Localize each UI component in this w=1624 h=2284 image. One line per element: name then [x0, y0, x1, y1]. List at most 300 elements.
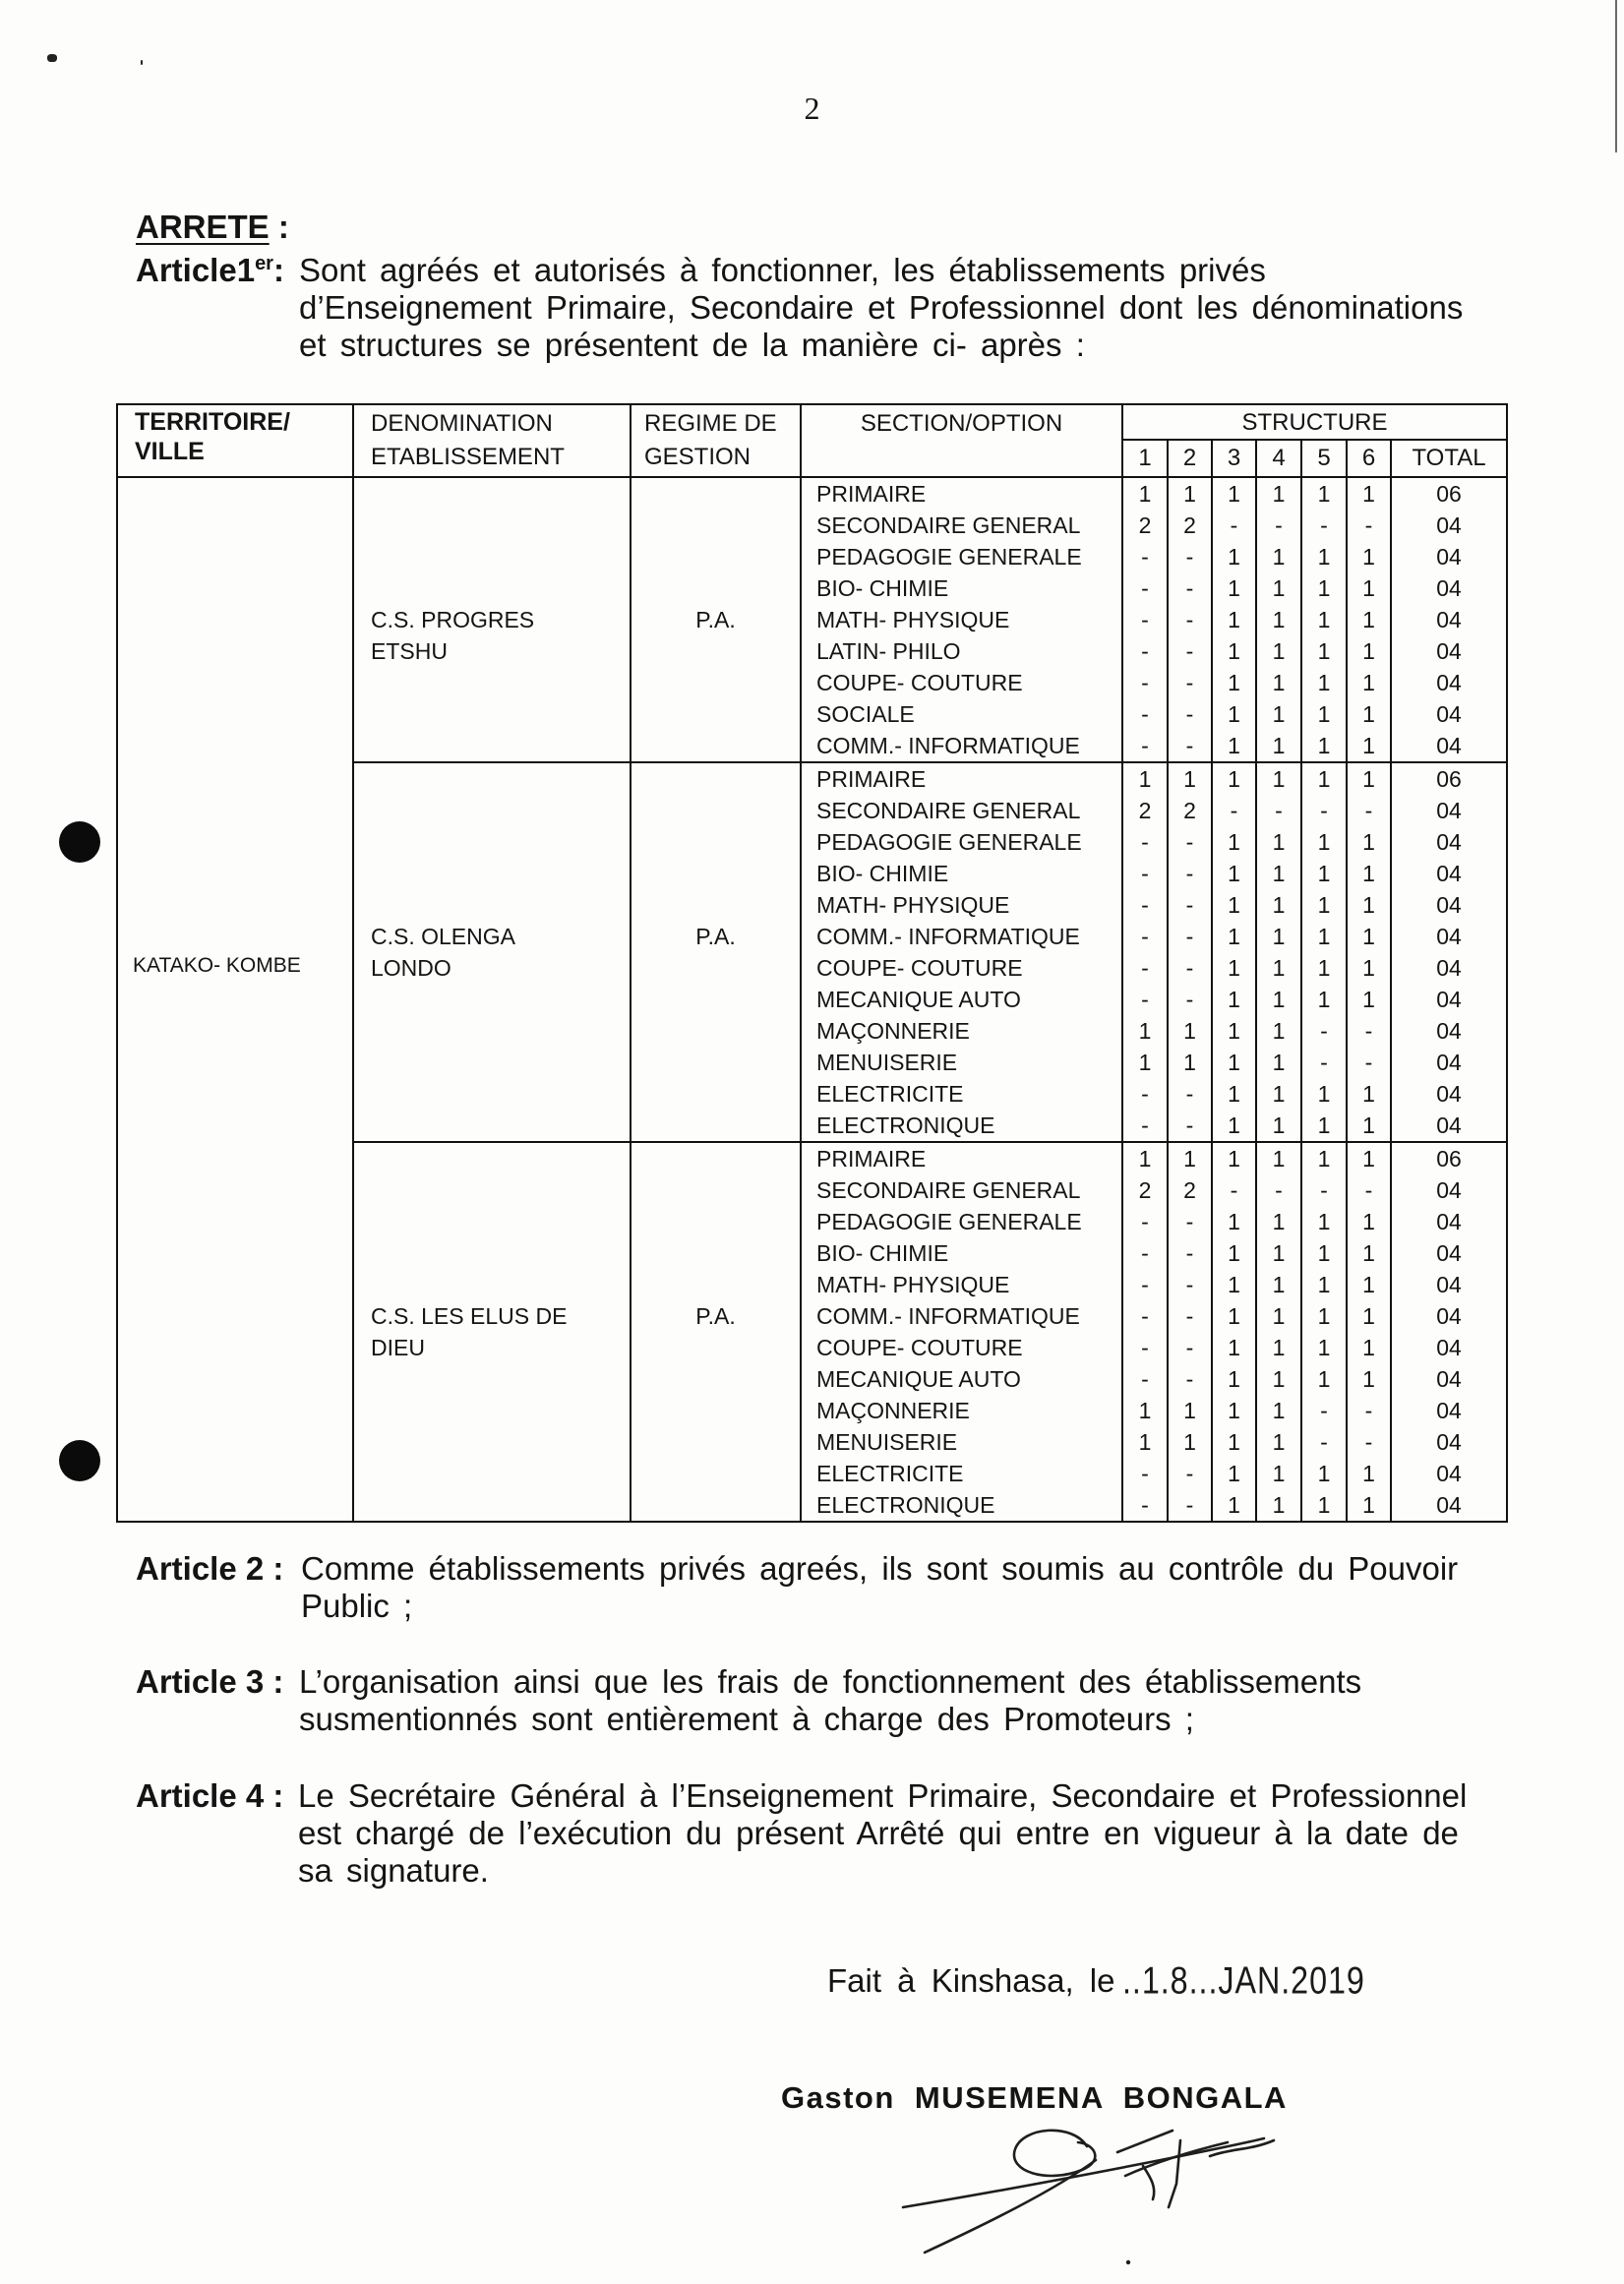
article-3-label: Article 3 : [136, 1663, 284, 1700]
structure-class-3-cell: 1 [1212, 1269, 1256, 1300]
total-cell: 04 [1391, 510, 1507, 541]
structure-class-4-cell: 1 [1256, 1489, 1301, 1522]
structure-class-5-cell: - [1301, 1174, 1347, 1206]
school-name-line: C.S. OLENGA [371, 924, 515, 949]
structure-class-3-cell: 1 [1212, 635, 1256, 667]
structure-class-5-cell: 1 [1301, 858, 1347, 889]
article-2-label: Article 2 : [136, 1550, 284, 1587]
article-1-label-text: Article1 [136, 252, 256, 288]
structure-class-5-cell: - [1301, 510, 1347, 541]
structure-class-3-cell: 1 [1212, 477, 1256, 510]
structure-class-2-cell: 2 [1168, 795, 1212, 826]
structure-class-1-cell: 2 [1122, 510, 1168, 541]
total-cell: 04 [1391, 826, 1507, 858]
structure-class-2-cell: - [1168, 921, 1212, 952]
structure-class-3-cell: 1 [1212, 1332, 1256, 1363]
structure-class-4-cell: 1 [1256, 541, 1301, 572]
section-option-cell: PRIMAIRE [801, 762, 1122, 795]
structure-class-5-cell: 1 [1301, 1363, 1347, 1395]
total-cell: 04 [1391, 1300, 1507, 1332]
structure-class-3-cell: 1 [1212, 1047, 1256, 1078]
section-option-cell: MAÇONNERIE [801, 1015, 1122, 1047]
structure-class-1-cell: - [1122, 921, 1168, 952]
section-option-cell: BIO- CHIMIE [801, 572, 1122, 604]
structure-class-4-cell: 1 [1256, 984, 1301, 1015]
structure-class-6-cell: 1 [1347, 1300, 1391, 1332]
table-header-row [117, 404, 1507, 440]
total-cell: 04 [1391, 858, 1507, 889]
structure-class-5-cell: 1 [1301, 1237, 1347, 1269]
structure-class-1-cell: 1 [1122, 762, 1168, 795]
structure-class-4-cell: - [1256, 795, 1301, 826]
structure-class-1-cell: - [1122, 541, 1168, 572]
structure-class-6-cell: 1 [1347, 635, 1391, 667]
header-territoire [117, 404, 353, 477]
structure-class-1-cell: - [1122, 858, 1168, 889]
structure-class-2-cell: - [1168, 1269, 1212, 1300]
structure-class-2-cell: - [1168, 730, 1212, 762]
structure-class-6-cell: 1 [1347, 889, 1391, 921]
structure-class-4-cell: 1 [1256, 1426, 1301, 1458]
structure-class-1-cell: 2 [1122, 795, 1168, 826]
page-number: 2 [804, 90, 820, 126]
structure-class-2-cell: 2 [1168, 510, 1212, 541]
structure-class-1-cell: - [1122, 1206, 1168, 1237]
structure-class-2-cell: - [1168, 858, 1212, 889]
structure-class-6-cell: - [1347, 1426, 1391, 1458]
structure-class-4-cell: 1 [1256, 1206, 1301, 1237]
header-structure-col: 6 [1347, 440, 1391, 477]
structure-class-4-cell: 1 [1256, 1237, 1301, 1269]
denomination-cell [353, 762, 631, 1142]
structure-class-3-cell: 1 [1212, 730, 1256, 762]
header-total: TOTAL [1391, 440, 1507, 477]
schools-structure-table [116, 403, 1508, 1523]
decree-heading-suffix: : [269, 209, 289, 245]
regime-value: P.A. [695, 607, 736, 632]
structure-class-4-cell: 1 [1256, 1332, 1301, 1363]
date-stamp: ..1.8...JAN.2019 [1122, 1959, 1366, 2003]
section-option-cell: PEDAGOGIE GENERALE [801, 826, 1122, 858]
structure-class-6-cell: 1 [1347, 1269, 1391, 1300]
signatory-name: Gaston MUSEMENA BONGALA [781, 2080, 1288, 2115]
section-option-cell: SECONDAIRE GENERAL [801, 1174, 1122, 1206]
total-cell: 04 [1391, 889, 1507, 921]
structure-class-5-cell: 1 [1301, 667, 1347, 698]
structure-class-5-cell: 1 [1301, 1110, 1347, 1142]
structure-class-4-cell: 1 [1256, 730, 1301, 762]
regime-cell [631, 762, 801, 1142]
header-structure-col: 4 [1256, 440, 1301, 477]
structure-class-1-cell: - [1122, 1078, 1168, 1110]
structure-class-2-cell: 1 [1168, 1047, 1212, 1078]
school-name-line: C.S. PROGRES [371, 607, 535, 632]
structure-class-5-cell: 1 [1301, 730, 1347, 762]
structure-class-1-cell: - [1122, 1237, 1168, 1269]
structure-class-2-cell: 1 [1168, 1395, 1212, 1426]
structure-class-2-cell: - [1168, 984, 1212, 1015]
total-cell: 04 [1391, 1206, 1507, 1237]
article-1-text [299, 252, 1463, 364]
structure-class-6-cell: 1 [1347, 1206, 1391, 1237]
structure-class-6-cell: 1 [1347, 730, 1391, 762]
structure-class-5-cell: 1 [1301, 635, 1347, 667]
section-option-cell: MENUISERIE [801, 1047, 1122, 1078]
structure-class-1-cell: - [1122, 984, 1168, 1015]
structure-class-1-cell: 2 [1122, 1174, 1168, 1206]
header-regime [631, 404, 801, 477]
total-cell: 04 [1391, 698, 1507, 730]
structure-class-4-cell: 1 [1256, 635, 1301, 667]
total-cell: 04 [1391, 1489, 1507, 1522]
total-cell: 04 [1391, 667, 1507, 698]
total-cell: 06 [1391, 477, 1507, 510]
structure-class-1-cell: 1 [1122, 1395, 1168, 1426]
structure-class-2-cell: 1 [1168, 1142, 1212, 1174]
structure-class-3-cell: - [1212, 510, 1256, 541]
section-option-cell: COMM.- INFORMATIQUE [801, 1300, 1122, 1332]
school-name-line: LONDO [371, 955, 451, 981]
structure-class-1-cell: - [1122, 1269, 1168, 1300]
structure-class-2-cell: 1 [1168, 762, 1212, 795]
structure-class-1-cell: - [1122, 952, 1168, 984]
structure-class-6-cell: - [1347, 1015, 1391, 1047]
total-cell: 04 [1391, 1174, 1507, 1206]
section-option-cell: COMM.- INFORMATIQUE [801, 921, 1122, 952]
structure-class-4-cell: 1 [1256, 889, 1301, 921]
total-cell: 04 [1391, 635, 1507, 667]
structure-class-1-cell: - [1122, 730, 1168, 762]
structure-class-3-cell: 1 [1212, 1078, 1256, 1110]
structure-class-4-cell: 1 [1256, 698, 1301, 730]
header-section-option: SECTION/OPTION [801, 404, 1122, 477]
structure-class-3-cell: 1 [1212, 889, 1256, 921]
section-option-cell: MATH- PHYSIQUE [801, 604, 1122, 635]
structure-class-6-cell: 1 [1347, 1142, 1391, 1174]
structure-class-1-cell: 1 [1122, 477, 1168, 510]
structure-class-6-cell: 1 [1347, 1489, 1391, 1522]
structure-class-4-cell: 1 [1256, 477, 1301, 510]
structure-class-5-cell: - [1301, 1047, 1347, 1078]
structure-class-4-cell: 1 [1256, 572, 1301, 604]
structure-class-1-cell: - [1122, 667, 1168, 698]
section-option-cell: BIO- CHIMIE [801, 858, 1122, 889]
article-3-line: susmentionnés sont entièrement à charge des Promoteurs ; [299, 1701, 1194, 1737]
structure-class-2-cell: - [1168, 667, 1212, 698]
structure-class-6-cell: 1 [1347, 1110, 1391, 1142]
total-cell: 04 [1391, 1363, 1507, 1395]
structure-class-4-cell: 1 [1256, 952, 1301, 984]
structure-class-2-cell: 1 [1168, 477, 1212, 510]
decree-heading [136, 209, 289, 246]
structure-class-4-cell: 1 [1256, 1047, 1301, 1078]
structure-class-3-cell: - [1212, 1174, 1256, 1206]
structure-class-6-cell: - [1347, 1174, 1391, 1206]
scan-edge-line [1615, 0, 1617, 152]
header-denomination-line: ETABLISSEMENT [371, 444, 565, 470]
total-cell: 04 [1391, 572, 1507, 604]
total-cell: 04 [1391, 1015, 1507, 1047]
structure-class-5-cell: 1 [1301, 1269, 1347, 1300]
header-structure-col: 1 [1122, 440, 1168, 477]
structure-class-2-cell: - [1168, 889, 1212, 921]
structure-class-5-cell: 1 [1301, 1206, 1347, 1237]
structure-class-5-cell: - [1301, 1015, 1347, 1047]
article-2-line: Comme établissements privés agreés, ils sont soumis au contrôle du Pouvoir [301, 1550, 1459, 1587]
structure-class-2-cell: - [1168, 826, 1212, 858]
handwritten-signature [885, 2105, 1298, 2277]
total-cell: 04 [1391, 1269, 1507, 1300]
article-1-line: d’Enseignement Primaire, Secondaire et Professionnel dont les dénominations [299, 289, 1464, 326]
structure-class-6-cell: 1 [1347, 604, 1391, 635]
section-option-cell: PRIMAIRE [801, 1142, 1122, 1174]
structure-class-4-cell: 1 [1256, 1300, 1301, 1332]
total-cell: 04 [1391, 921, 1507, 952]
structure-class-6-cell: 1 [1347, 984, 1391, 1015]
structure-class-3-cell: 1 [1212, 1426, 1256, 1458]
structure-class-1-cell: - [1122, 635, 1168, 667]
article-4-label: Article 4 : [136, 1777, 284, 1814]
structure-class-2-cell: - [1168, 1237, 1212, 1269]
section-option-cell: ELECTRONIQUE [801, 1110, 1122, 1142]
punch-hole-mark [59, 821, 100, 863]
structure-class-1-cell: 1 [1122, 1426, 1168, 1458]
regime-value: P.A. [695, 924, 736, 949]
structure-class-5-cell: 1 [1301, 1078, 1347, 1110]
structure-class-3-cell: 1 [1212, 921, 1256, 952]
structure-class-6-cell: 1 [1347, 858, 1391, 889]
structure-class-5-cell: - [1301, 1395, 1347, 1426]
total-cell: 04 [1391, 1237, 1507, 1269]
section-option-cell: PEDAGOGIE GENERALE [801, 541, 1122, 572]
structure-class-2-cell: - [1168, 1363, 1212, 1395]
total-cell: 04 [1391, 1078, 1507, 1110]
structure-class-2-cell: - [1168, 1300, 1212, 1332]
article-1-label [136, 252, 284, 289]
article-2-text [301, 1550, 1458, 1625]
section-option-cell: ELECTRICITE [801, 1458, 1122, 1489]
structure-class-1-cell: - [1122, 1489, 1168, 1522]
table-row [117, 477, 1507, 510]
structure-class-2-cell: - [1168, 698, 1212, 730]
structure-class-2-cell: 1 [1168, 1426, 1212, 1458]
section-option-cell: COUPE- COUTURE [801, 1332, 1122, 1363]
structure-class-6-cell: 1 [1347, 477, 1391, 510]
header-structure-col: 5 [1301, 440, 1347, 477]
structure-class-1-cell: 1 [1122, 1015, 1168, 1047]
article-4-line: est chargé de l’exécution du présent Arrêté qui entre en vigueur à la date de [298, 1815, 1459, 1851]
structure-class-6-cell: 1 [1347, 1237, 1391, 1269]
structure-class-2-cell: 2 [1168, 1174, 1212, 1206]
structure-class-6-cell: 1 [1347, 1078, 1391, 1110]
article-4-line: sa signature. [298, 1852, 489, 1889]
structure-class-3-cell: 1 [1212, 1395, 1256, 1426]
structure-class-5-cell: - [1301, 795, 1347, 826]
scan-speck [47, 54, 57, 62]
header-denomination-line: DENOMINATION [371, 410, 553, 437]
structure-class-2-cell: - [1168, 1458, 1212, 1489]
structure-class-4-cell: 1 [1256, 826, 1301, 858]
article-3-line: L’organisation ainsi que les frais de fonctionnement des établissements [299, 1663, 1362, 1700]
territoire-cell [117, 477, 353, 1522]
section-option-cell: MATH- PHYSIQUE [801, 889, 1122, 921]
structure-class-3-cell: 1 [1212, 762, 1256, 795]
structure-class-6-cell: 1 [1347, 762, 1391, 795]
structure-class-4-cell: 1 [1256, 604, 1301, 635]
structure-class-5-cell: 1 [1301, 1142, 1347, 1174]
structure-class-6-cell: 1 [1347, 667, 1391, 698]
structure-class-5-cell: 1 [1301, 889, 1347, 921]
structure-class-5-cell: 1 [1301, 1458, 1347, 1489]
section-option-cell: ELECTRICITE [801, 1078, 1122, 1110]
structure-class-4-cell: 1 [1256, 762, 1301, 795]
structure-class-1-cell: - [1122, 1363, 1168, 1395]
structure-class-3-cell: 1 [1212, 952, 1256, 984]
structure-class-3-cell: 1 [1212, 667, 1256, 698]
structure-class-3-cell: - [1212, 795, 1256, 826]
total-cell: 04 [1391, 1110, 1507, 1142]
section-option-cell: COMM.- INFORMATIQUE [801, 730, 1122, 762]
header-regime-line: REGIME DE [644, 410, 777, 437]
structure-class-4-cell: - [1256, 510, 1301, 541]
article-4-line: Le Secrétaire Général à l’Enseignement Primaire, Secondaire et Professionnel [298, 1777, 1468, 1814]
section-option-cell: MAÇONNERIE [801, 1395, 1122, 1426]
structure-class-3-cell: 1 [1212, 1363, 1256, 1395]
structure-class-1-cell: - [1122, 1332, 1168, 1363]
total-cell: 04 [1391, 795, 1507, 826]
section-option-cell: COUPE- COUTURE [801, 667, 1122, 698]
article-1-label-colon: : [272, 252, 284, 288]
structure-class-2-cell: - [1168, 541, 1212, 572]
regime-cell [631, 477, 801, 762]
structure-class-1-cell: - [1122, 572, 1168, 604]
structure-class-6-cell: 1 [1347, 1363, 1391, 1395]
section-option-cell: MECANIQUE AUTO [801, 1363, 1122, 1395]
structure-class-5-cell: 1 [1301, 952, 1347, 984]
article-1-line: Sont agréés et autorisés à fonctionner, les établissements privés [299, 252, 1266, 288]
structure-class-6-cell: 1 [1347, 921, 1391, 952]
header-regime-line: GESTION [644, 444, 752, 470]
structure-class-4-cell: 1 [1256, 1458, 1301, 1489]
article-1-label-sup: er [255, 253, 273, 274]
structure-class-5-cell: - [1301, 1426, 1347, 1458]
structure-class-3-cell: 1 [1212, 984, 1256, 1015]
structure-class-5-cell: 1 [1301, 762, 1347, 795]
structure-class-3-cell: 1 [1212, 1110, 1256, 1142]
scan-speck [141, 60, 143, 65]
structure-class-6-cell: 1 [1347, 572, 1391, 604]
structure-class-3-cell: 1 [1212, 541, 1256, 572]
structure-class-1-cell: 1 [1122, 1047, 1168, 1078]
structure-class-6-cell: 1 [1347, 541, 1391, 572]
structure-class-6-cell: - [1347, 1395, 1391, 1426]
structure-class-2-cell: - [1168, 572, 1212, 604]
denomination-cell [353, 1142, 631, 1522]
school-name-line: C.S. LES ELUS DE [371, 1303, 568, 1329]
school-name-line: DIEU [371, 1335, 425, 1360]
structure-class-5-cell: 1 [1301, 921, 1347, 952]
section-option-cell: PRIMAIRE [801, 477, 1122, 510]
school-name-line: ETSHU [371, 638, 448, 664]
section-option-cell: LATIN- PHILO [801, 635, 1122, 667]
structure-class-4-cell: 1 [1256, 1269, 1301, 1300]
structure-class-6-cell: 1 [1347, 952, 1391, 984]
section-option-cell: MATH- PHYSIQUE [801, 1269, 1122, 1300]
structure-class-5-cell: 1 [1301, 572, 1347, 604]
header-territoire-line: TERRITOIRE/ [135, 408, 290, 436]
regime-cell [631, 1142, 801, 1522]
section-option-cell: SOCIALE [801, 698, 1122, 730]
structure-class-4-cell: 1 [1256, 1078, 1301, 1110]
structure-class-5-cell: 1 [1301, 1332, 1347, 1363]
structure-class-3-cell: 1 [1212, 1206, 1256, 1237]
structure-class-6-cell: 1 [1347, 1458, 1391, 1489]
structure-class-4-cell: 1 [1256, 1395, 1301, 1426]
header-territoire-line: VILLE [135, 438, 205, 465]
total-cell: 06 [1391, 762, 1507, 795]
structure-class-1-cell: 1 [1122, 1142, 1168, 1174]
article-4-text [298, 1777, 1467, 1890]
total-cell: 04 [1391, 1047, 1507, 1078]
section-option-cell: PEDAGOGIE GENERALE [801, 1206, 1122, 1237]
structure-class-4-cell: 1 [1256, 858, 1301, 889]
structure-class-1-cell: - [1122, 604, 1168, 635]
total-cell: 04 [1391, 604, 1507, 635]
structure-class-3-cell: 1 [1212, 1489, 1256, 1522]
structure-class-6-cell: - [1347, 1047, 1391, 1078]
structure-class-4-cell: - [1256, 1174, 1301, 1206]
structure-class-3-cell: 1 [1212, 604, 1256, 635]
structure-class-4-cell: 1 [1256, 1363, 1301, 1395]
structure-class-5-cell: 1 [1301, 604, 1347, 635]
structure-class-6-cell: - [1347, 795, 1391, 826]
structure-class-4-cell: 1 [1256, 667, 1301, 698]
regime-value: P.A. [695, 1303, 736, 1329]
structure-class-2-cell: - [1168, 635, 1212, 667]
place-text: Fait à Kinshasa, le [827, 1962, 1115, 1999]
header-structure-col: 3 [1212, 440, 1256, 477]
section-option-cell: MENUISERIE [801, 1426, 1122, 1458]
structure-class-6-cell: - [1347, 510, 1391, 541]
structure-class-3-cell: 1 [1212, 1300, 1256, 1332]
territoire-name: KATAKO- KOMBE [133, 954, 301, 977]
article-3-text [299, 1663, 1361, 1738]
structure-class-5-cell: 1 [1301, 984, 1347, 1015]
structure-class-1-cell: - [1122, 889, 1168, 921]
structure-class-3-cell: 1 [1212, 1237, 1256, 1269]
section-option-cell: MECANIQUE AUTO [801, 984, 1122, 1015]
total-cell: 04 [1391, 730, 1507, 762]
structure-class-4-cell: 1 [1256, 1142, 1301, 1174]
structure-class-3-cell: 1 [1212, 1142, 1256, 1174]
structure-class-2-cell: - [1168, 1110, 1212, 1142]
section-option-cell: SECONDAIRE GENERAL [801, 510, 1122, 541]
punch-hole-mark [59, 1440, 100, 1481]
total-cell: 04 [1391, 1332, 1507, 1363]
structure-class-1-cell: - [1122, 1458, 1168, 1489]
structure-class-2-cell: - [1168, 1206, 1212, 1237]
structure-class-6-cell: 1 [1347, 698, 1391, 730]
structure-class-3-cell: 1 [1212, 1015, 1256, 1047]
structure-class-2-cell: - [1168, 604, 1212, 635]
header-structure-col: 2 [1168, 440, 1212, 477]
structure-class-4-cell: 1 [1256, 1015, 1301, 1047]
total-cell: 06 [1391, 1142, 1507, 1174]
structure-class-1-cell: - [1122, 1110, 1168, 1142]
structure-class-3-cell: 1 [1212, 858, 1256, 889]
article-1-line: et structures se présentent de la manière ci- après : [299, 327, 1085, 363]
structure-class-5-cell: 1 [1301, 698, 1347, 730]
